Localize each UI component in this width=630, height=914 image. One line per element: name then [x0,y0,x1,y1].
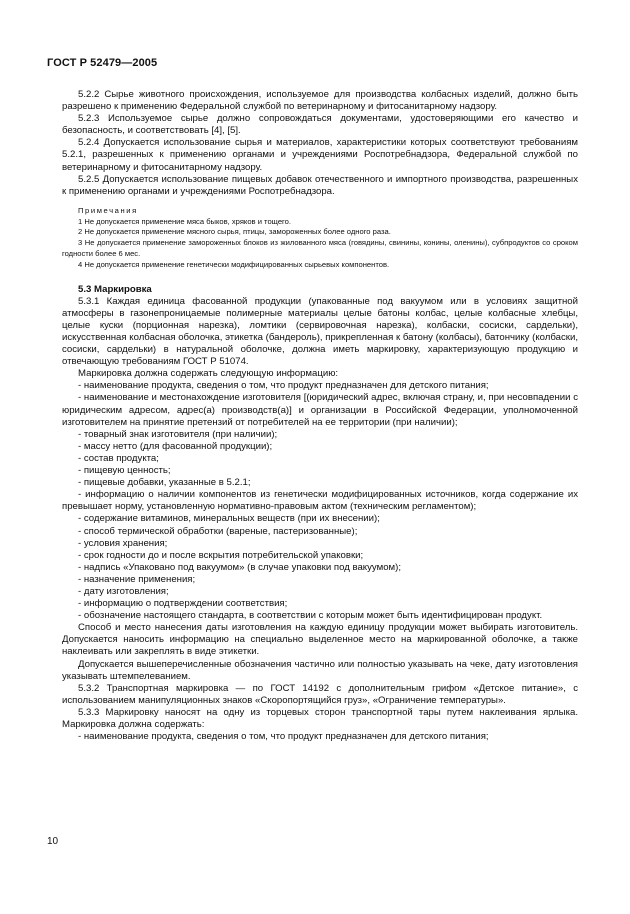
list-item: - пищевую ценность; [78,465,171,477]
list-item: - наименование продукта, сведения о том, что продукт предназначен для детского питания; [78,731,489,743]
list-item: - наименование продукта, сведения о том, что продукт предназначен для детского питания; [78,380,489,392]
list-item: - назначение применения; [78,573,196,585]
list-item: - условия хранения; [78,537,168,549]
notes-block [62,206,578,271]
paragraph-5-2-3: 5.2.3 Используемое сырье должно сопровождаться документами, удостоверяющими его качество и безопасность, и соответствовать [4], [5]. [62,113,578,137]
list-item: - наименование и местонахождение изготовителя [(юридический адрес, включая страну, и, при несовпадении с юридическим адресом, адрес(а) производств(а)] и организации в Российской Федерации, уполномоченной изготовителем на принятие претензий от потребителей на ее территории (при наличии); [62,392,578,428]
document-header: ГОСТ Р 52479—2005 [47,57,158,69]
list-item: - надпись «Упаковано под вакуумом» (в случае упаковки под вакуумом); [78,561,401,573]
list-item: - дату изготовления; [78,585,169,597]
list-item: - массу нетто (для фасованной продукции); [78,440,273,452]
note-item: 4 Не допускается применение генетически модифицированных сырьевых компонентов. [78,259,390,269]
note-item: 2 Не допускается применение мясного сырья, птицы, замороженных более одного раза. [78,227,391,237]
list-item: - информацию о наличии компонентов из генетически модифицированных источников, когда содержание их превышает норму, установленную нормативно-правовым актом (техническим регламентом); [62,489,578,513]
paragraph-5-3-1: 5.3.1 Каждая единица фасованной продукции (упакованные под вакуумом или в условиях защитной атмосферы в газонепроницаемые полимерные материалы целые батоны колбас, целые колбасные хлебцы, целые куски (порционная нарезка), ломтики (сервировочная нарезка), колбаски, сосиски, сардельки), искусственная колбасная оболочка, этикетка (бандероль), прикрепленная к батону (колбасы), батончику (колбаски, сосиски, сардельки) в натуральной оболочке, должна иметь маркировку, характеризующую продукцию и отвечающую требованиям ГОСТ Р 51074. [62,295,578,368]
paragraph-5-2-2: 5.2.2 Сырье животного происхождения, используемое для производства колбасных изделий, должно быть разрешено к применению Федеральной службой по ветеринарному и фитосанитарному надзору. [62,89,578,113]
note-item: 1 Не допускается применение мяса быков, хряков и тощего. [78,216,291,226]
list-item: - информацию о подтверждении соответствия; [78,598,288,610]
note-item: 3 Не допускается применение замороженных блоков из жилованного мяса (говядины, свинины, конины, оленины), субпродуктов со сроком годности более 6 мес. [62,238,578,259]
paragraph-5-3-3: 5.3.3 Маркировку наносят на одну из торцевых сторон транспортной тары путем наклеивания ярлыка. Маркировка должна содержать: [62,706,578,730]
list-item: - обозначение настоящего стандарта, в соответствии с которым может быть идентифицирован продукт. [78,610,543,622]
paragraph-5-2-5: 5.2.5 Допускается использование пищевых добавок отечественного и импортного производства, разрешенных к применению органами и учреждениями Роспотребнадзора. [62,173,578,197]
paragraph-marking-intro: Маркировка должна содержать следующую информацию: [78,368,339,380]
section-heading: 5.3 Маркировка [78,283,152,295]
list-item: - способ термической обработки (вареные, пастеризованные); [78,525,358,537]
document-body [62,89,578,743]
list-item: - состав продукта; [78,452,159,464]
list-item: - товарный знак изготовителя (при наличии); [78,428,278,440]
paragraph-5-3-2: 5.3.2 Транспортная маркировка — по ГОСТ 14192 с дополнительным грифом «Детское питание», с использованием манипуляционных знаков «Скоропортящийся груз», «Ограничение температуры». [62,682,578,706]
paragraph-5-2-4: 5.2.4 Допускается использование сырья и материалов, характеристики которых соответствуют требованиям 5.2.1, разрешенных к применению органами и учреждениями Роспотребнадзора, Федеральной службой по ветеринарному и фитосанитарному надзору. [62,137,578,173]
notes-title: Примечания [78,205,138,215]
list-item: - пищевые добавки, указанные в 5.2.1; [78,477,251,489]
list-item: - содержание витаминов, минеральных веществ (при их внесении); [78,513,380,525]
list-item: - срок годности до и после вскрытия потребительской упаковки; [78,549,364,561]
paragraph-receipt: Допускается вышеперечисленные обозначения частично или полностью указывать на чеке, дату изготовления указывать штемпелеванием. [62,658,578,682]
paragraph-date-method: Способ и место нанесения даты изготовления на каждую единицу продукции может выбирать изготовитель. Допускается наносить информацию на специально выделенное место на маркированной оболочке, а также наклеивать или закреплять в виде этикетки. [62,622,578,658]
page-number: 10 [47,836,59,847]
